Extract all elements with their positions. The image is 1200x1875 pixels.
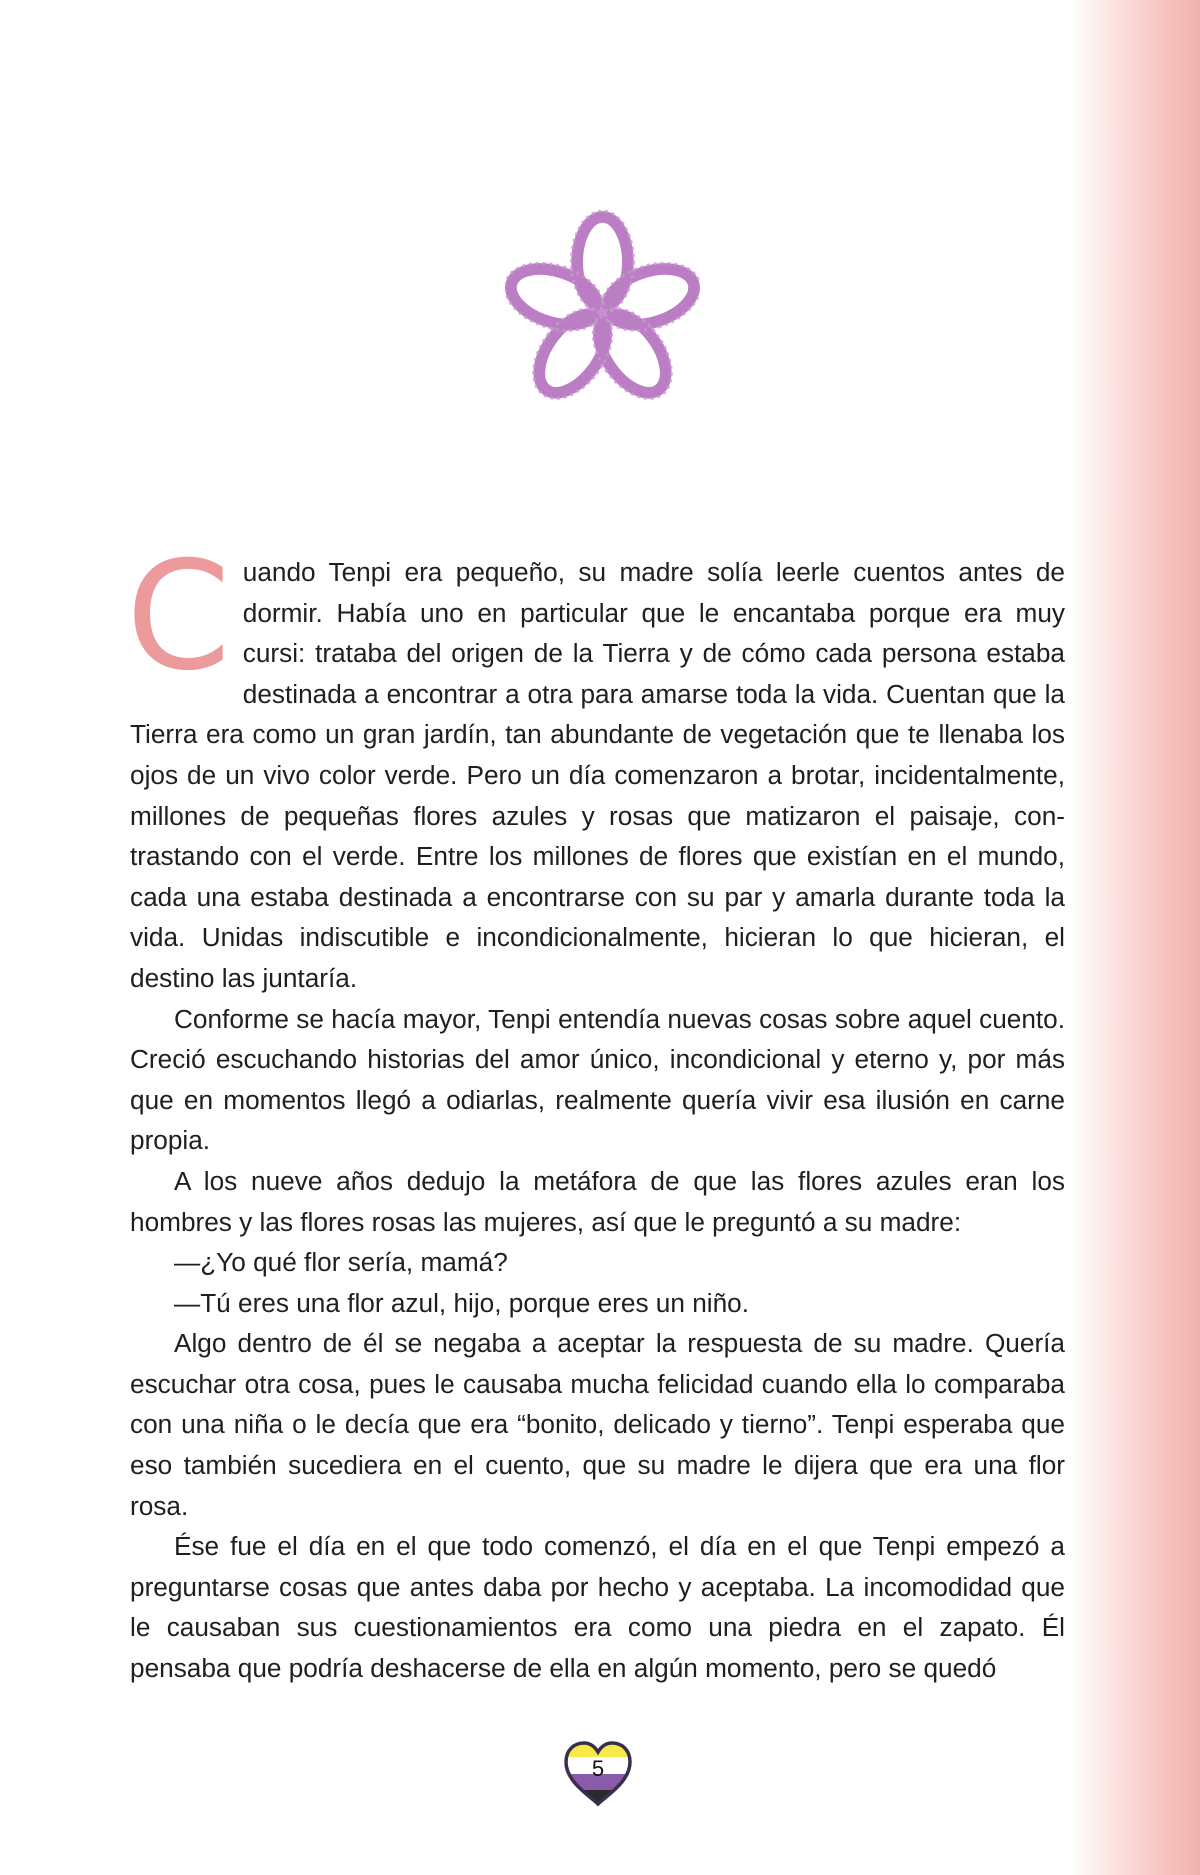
paragraph-opening: [126, 530, 1065, 999]
page-edge-gradient: [1070, 0, 1200, 1875]
paragraph-1-text: uando Tenpi era pequeño, su madre solía leerle cuentos antes de dormir. Había uno en particular que le encantaba porque era muy cursi: trataba del origen de la Tierra y de cómo cada persona estaba destinada a encontrar a otra para amarse toda la vida. Cuentan que la Tierra era como un gran jardín, tan abundante de vegetación que te llenaba los ojos de un vivo color verde. Pero un día comenzaron a brotar, incidentalmente, millones de pequeñas flores azules y rosas que matizaron el paisaje, contrastando con el verde. Entre los millones de flores que existían en el mundo, cada una estaba destinada a encontrarse con su par y amarla durante toda la vida. Unidas indiscutible e incondicionalmente, hicieran lo que hicieran, el destino las juntaría.: [130, 557, 1065, 993]
drop-cap: C: [126, 530, 231, 704]
paragraph-3: A los nueve años dedujo la metáfora de que las flores azules eran los hombres y las flores rosas las mujeres, así que le preguntó a su madre:: [130, 1165, 1065, 1237]
paragraph-4: Algo dentro de él se negaba a aceptar la respuesta de su madre. Quería escuchar otra cosa, pues le causaba mucha felicidad cuando ella lo comparaba con una niña o le decía que era “bonito, delicado y tierno”. Tenpi esperaba que eso también sucediera en el cuento, que su madre le dijera que era una flor rosa.: [130, 1328, 1065, 1521]
dialogue-line-1: —¿Yo qué flor sería, mamá?: [174, 1247, 508, 1278]
page-number: 5: [591, 1756, 605, 1781]
dialogue-line-2: —Tú eres una flor azul, hijo, porque eres un niño.: [174, 1287, 749, 1318]
story-body: [126, 530, 1065, 1689]
paragraph-5: Ése fue el día en el que todo comenzó, el día en el que Tenpi empezó a preguntarse cosas que antes daba por hecho y aceptaba. La incomodidad que le causaban sus cuestionamientos era como una piedra en el zapato. Él pensaba que podría deshacerse de ella en algún momento, pero se quedó: [130, 1531, 1065, 1684]
paragraph-2: Conforme se hacía mayor, Tenpi entendía nuevas cosas sobre aquel cuento. Creció escuchando historias del amor único, incondicional y eterno y, por más que en momentos llegó a odiarlas, realmente quería vivir esa ilusión en carne propia.: [130, 1003, 1065, 1156]
flower-icon: [505, 200, 700, 425]
